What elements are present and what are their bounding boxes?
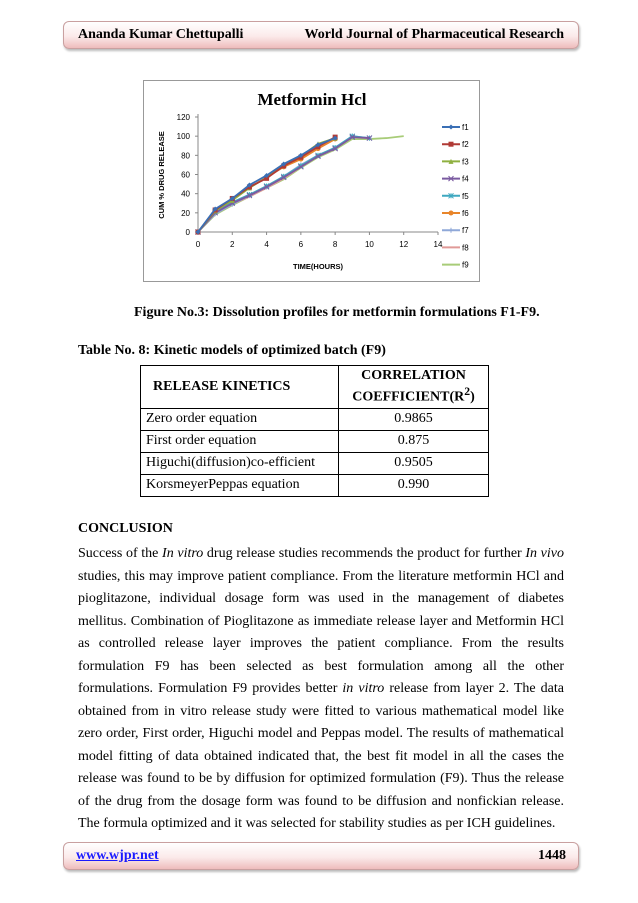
header-release-kinetics: RELEASE KINETICS: [141, 366, 339, 409]
r2-value: 0.9865: [339, 408, 489, 430]
series-line-f7: [198, 136, 369, 232]
x-axis-label: TIME(HOURS): [293, 262, 343, 271]
chart-svg: [144, 81, 481, 283]
table-caption: Table No. 8: Kinetic models of optimized batch (F9): [78, 343, 386, 358]
kinetics-table: [140, 365, 489, 497]
series-line-f5: [198, 136, 369, 232]
x-tick-label: 10: [364, 240, 374, 249]
x-tick-label: 12: [399, 240, 409, 249]
text: release from layer 2. The data obtained from in vitro release study were fitted to various mathematical model like zero order, First order, Higuchi model and Peppas model. The results of mathematical model fitting of data obtained indicated that, the best fit model in all the cases the release was found to be by diffusion for optimized formulation (F9). Thus the release of the drug from the dosage form was found to be diffusion and nonfickian release. The formula optimized and it was selected for stability studies as per ICH guidelines.: [78, 681, 565, 831]
header-author: Ananda Kumar Chettupalli: [78, 27, 244, 42]
table-row: [141, 408, 489, 430]
y-axis-label: CUM % DRUG RELEASE: [157, 131, 166, 219]
legend-label-f3: f3: [462, 157, 469, 167]
table-header-row: [141, 366, 489, 409]
dissolution-chart: [143, 80, 480, 282]
legend-marker-f7: [449, 228, 454, 233]
legend-label-f6: f6: [462, 209, 469, 218]
table-row: [141, 430, 489, 452]
x-tick-label: 6: [298, 240, 304, 249]
header-sup: 2: [464, 385, 471, 398]
series-line-f9: [198, 136, 404, 232]
x-tick-label: 4: [264, 240, 269, 249]
table-row: [141, 452, 489, 474]
r2-value: 0.990: [339, 474, 489, 496]
series-line-f4: [198, 137, 369, 232]
x-tick-label: 0: [195, 240, 201, 249]
model-name: First order equation: [141, 430, 339, 452]
header-paren: ): [470, 389, 475, 405]
text: studies, this may improve patient compliance. From the literature metformin HCl and pioglitazone, individual dosage form was used in the management of diabetes mellitus. Combination of Pioglitazone as immediate release layer and Metformin HCl as controlled release layer improves the patient compliance. From the results formulation F9 has been selected as best formulation among all the other formulations. Formulation F9 provides better: [78, 568, 564, 696]
legend-label-f1: f1: [462, 123, 469, 132]
header-correlation-text: CORRELATION COEFFICIENT(R: [352, 368, 466, 405]
conclusion-text: [78, 543, 564, 836]
page-number: 1448: [538, 848, 566, 863]
text-italic: In vitro: [162, 546, 204, 561]
x-tick-label: 8: [332, 240, 338, 249]
header-journal: World Journal of Pharmaceutical Research: [304, 27, 564, 42]
legend-marker-f6: [449, 211, 454, 216]
running-footer: [63, 842, 579, 870]
text: Success of the: [78, 546, 163, 561]
legend-label-f5: f5: [462, 191, 469, 201]
legend-label-f9: f9: [462, 260, 469, 270]
text-italic: In vivo: [525, 546, 564, 561]
x-tick-label: 2: [230, 240, 235, 249]
model-name: Zero order equation: [141, 408, 339, 430]
y-tick-label: 100: [176, 132, 190, 142]
header-correlation: [339, 366, 489, 409]
x-tick-label: 14: [433, 240, 443, 249]
conclusion-heading: CONCLUSION: [78, 521, 173, 536]
text-italic: in vitro: [342, 681, 385, 696]
legend-marker-f2: [449, 142, 454, 147]
y-tick-label: 120: [176, 113, 190, 122]
table-row: [141, 474, 489, 496]
series-line-f8: [198, 137, 369, 232]
r2-value: 0.875: [339, 430, 489, 452]
y-tick-label: 80: [181, 151, 190, 161]
legend-label-f2: f2: [462, 140, 469, 150]
model-name: KorsmeyerPeppas equation: [141, 474, 339, 496]
y-tick-label: 0: [185, 228, 190, 237]
y-tick-label: 40: [181, 189, 190, 199]
legend-label-f8: f8: [462, 243, 469, 253]
model-name: Higuchi(diffusion)co-efficient: [141, 452, 339, 474]
legend-label-f7: f7: [462, 226, 469, 236]
y-tick-label: 60: [181, 170, 190, 180]
journal-link[interactable]: www.wjpr.net: [76, 848, 159, 863]
r2-value: 0.9505: [339, 452, 489, 474]
figure-caption: Figure No.3: Dissolution profiles for metformin formulations F1-F9.: [134, 305, 540, 320]
chart-title: Metformin Hcl: [257, 90, 367, 109]
text: drug release studies recommends the product for further: [203, 546, 526, 561]
legend-marker-f1: [449, 125, 454, 130]
y-tick-label: 20: [181, 208, 190, 218]
running-header: [63, 21, 579, 49]
legend-label-f4: f4: [462, 174, 469, 184]
